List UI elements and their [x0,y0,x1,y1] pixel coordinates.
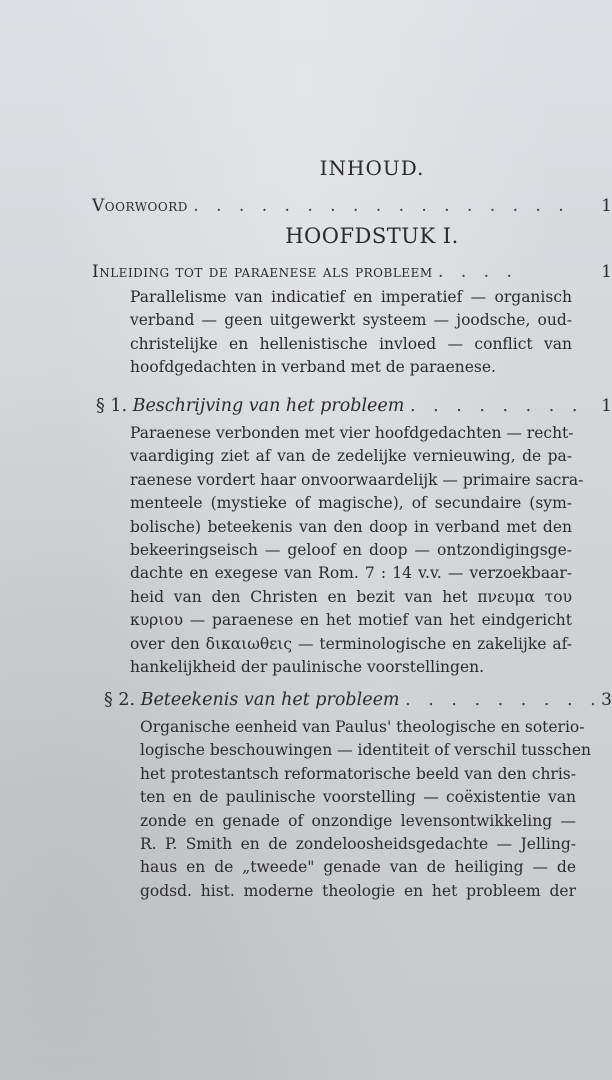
toc-page-number: 1 [601,396,612,416]
summary-line: Parallelisme van indicatief en imperatief — organisch [130,288,572,306]
summary-line: heid van den Christen en bezit van het πνευμα του [130,587,572,606]
summary-line: R. P. Smith en de zondeloosheidsgedachte — Jelling- [140,835,576,854]
summary-line: menteele (mystieke of magische), of secundaire (sym- [130,494,572,513]
toc-dots: . . . . . . . . . [405,690,602,710]
section-title: Beschrijving van het probleem [132,396,405,416]
summary-line: logische beschouwingen — identiteit of verschil tusschen [140,741,592,760]
section-number: § 1. [96,396,128,416]
summary-line: bekeeringseisch — geloof en doop — ontzondigingsge- [130,541,572,560]
toc-dots: . . . . . . . . [409,396,584,416]
intro-summary [130,286,572,380]
toc-entry-section-2 [104,690,612,710]
toc-entry-voorwoord [92,196,612,216]
summary-line: christelijke en hellenistische invloed — conflict van [130,334,572,353]
section-2-summary [140,716,592,903]
toc-dots: . . . . . . . . . . . . . . . . . [193,196,570,216]
toc-dots: . . . . [438,262,518,282]
toc-page-number: 1 [601,196,612,216]
page-title: INHOUD. [319,156,425,180]
section-title: Beteekenis van het probleem [140,690,400,710]
summary-line: het protestantsch reformatorische beeld van den chris- [140,764,576,783]
summary-line: ten en de paulinische voorstelling — coëxistentie van [140,788,576,807]
summary-line: haus en de „tweede" genade van de heiliging — de [140,858,576,877]
summary-line: hankelijkheid der paulinische voorstellingen. [130,658,485,677]
summary-line: over den δικαιωθεις — terminologische en zakelijke af- [130,634,572,653]
section-1-summary [130,422,584,679]
section-number: § 2. [104,690,136,710]
toc-page-number: 1 [601,262,612,282]
toc-label: Voorwoord [92,196,188,216]
summary-line: Paraenese verbonden met vier hoofdgedachten — recht- [130,424,574,442]
chapter-heading: HOOFDSTUK I. [285,224,459,248]
toc-entry-inleiding [92,262,612,282]
summary-line: dachte en exegese van Rom. 7 : 14 v.v. — verzoekbaar- [130,564,572,583]
summary-line: Organische eenheid van Paulus' theologische en soterio- [140,718,585,736]
summary-line: vaardiging ziet af van de zedelijke vernieuwing, de pa- [130,447,572,466]
toc-entry-section-1 [96,396,612,416]
summary-line: bolische) beteekenis van den doop in verband met den [130,517,572,536]
summary-line: κυριου — paraenese en het motief van het eindgericht [130,611,572,630]
summary-line: verband — geen uitgewerkt systeem — joodsche, oud- [130,311,572,330]
toc-page-number: 3 [601,690,612,710]
summary-line: godsd. hist. moderne theologie en het probleem der [140,881,576,900]
summary-line: raenese vordert haar onvoorwaardelijk — primaire sacra- [130,470,584,489]
toc-label: Inleiding tot de paraenese als probleem [92,262,433,282]
summary-line: zonde en genade of onzondige levensontwikkeling — [140,811,576,830]
summary-line: hoofdgedachten in verband met de paraenese. [130,358,496,377]
